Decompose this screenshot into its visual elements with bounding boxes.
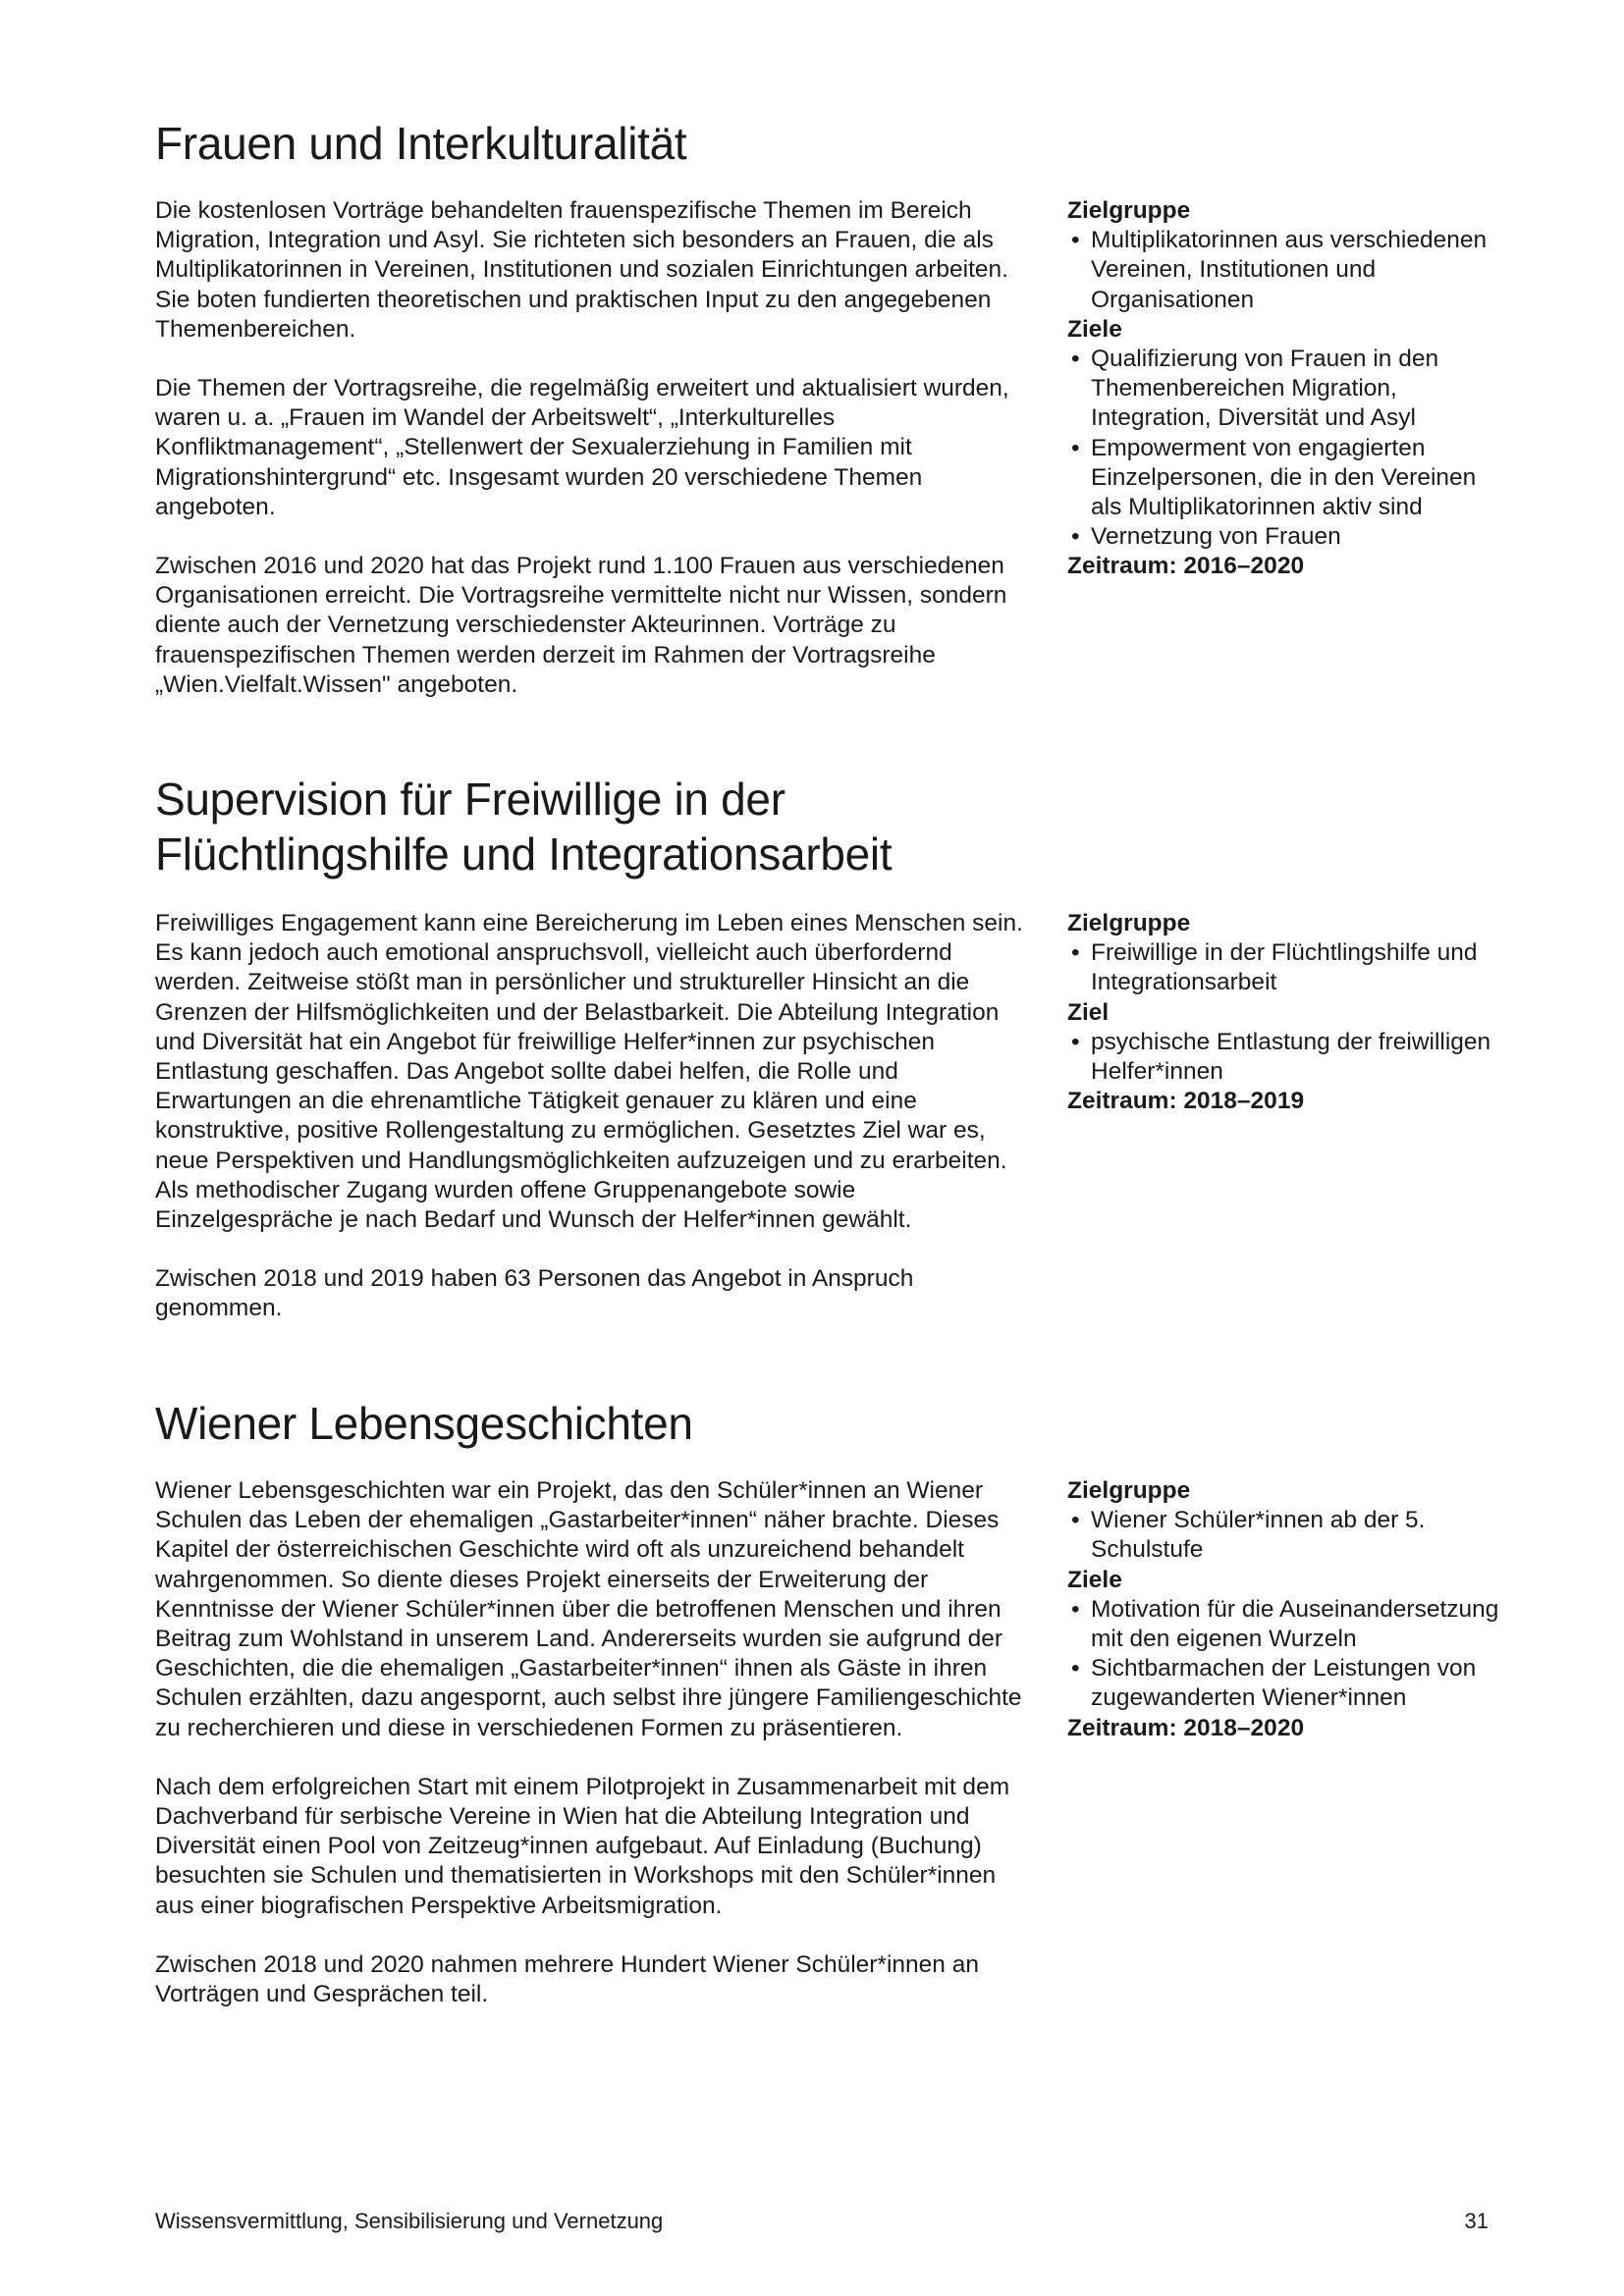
section-title: Wiener Lebensgeschichten — [155, 1398, 693, 1449]
list-item: • Empowerment von engagierten Einzelpersonen, die in den Vereinen als Multiplikatorinnen aktiv sind — [1067, 434, 1499, 523]
ziele-heading: Ziel — [1067, 998, 1110, 1026]
section-title-line1: Supervision für Freiwillige in der — [155, 774, 785, 825]
page-footer — [155, 2209, 1489, 2234]
section-supervision — [155, 772, 1491, 1322]
section-body — [155, 196, 1039, 729]
ziele-heading: Ziele — [1067, 315, 1122, 343]
section-body — [155, 1476, 1039, 2039]
zeitraum: Zeitraum: 2016–2020 — [1067, 553, 1305, 580]
list-item: • Motivation für die Auseinandersetzung mit den eigenen Wurzeln — [1067, 1595, 1499, 1654]
zielgruppe-heading: Zielgruppe — [1067, 910, 1191, 936]
list-item: • Freiwillige in der Flüchtlingshilfe und Integrationsarbeit — [1067, 938, 1499, 997]
paragraph: Nach dem erfolgreichen Start mit einem Pilotprojekt in Zusammenarbeit mit dem Dachverband für serbische Vereine in Wien hat die Abteilung Integration und Diversität einen Pool von Zeitzeug*innen aufgebaut. Auf Einladung (Buchung) besuchten sie Schulen und thematisierten in Workshops mit den Schüler*innen aus einer biografischen Perspektive Arbeitsmigration. — [155, 1773, 1010, 1919]
page-number: 31 — [1464, 2209, 1489, 2233]
list-item: • Sichtbarmachen der Leistungen von zugewanderten Wiener*innen — [1067, 1654, 1499, 1713]
info-box — [1067, 196, 1499, 582]
section-frauen-interkulturalitaet — [155, 116, 1490, 698]
paragraph: Die Themen der Vortragsreihe, die regelmäßig erweitert und aktualisiert wurden, waren u. a. „Frauen im Wandel der Arbeitswelt“, „Interkulturelles Konfliktmanagement“, „Stellenwert der Sexualerziehung in Familien mit Migrationshintergrund“ etc. Insgesamt wurden 20 verschiedene Themen angeboten. — [155, 375, 1009, 520]
ziele-list — [1067, 345, 1499, 552]
paragraph: Zwischen 2016 und 2020 hat das Projekt rund 1.100 Frauen aus verschiedenen Organisationen erreicht. Die Vortragsreihe vermittelte nicht nur Wissen, sondern diente auch der Vernetzung verschiedenster Akteurinnen. Vorträge zu frauenspezifischen Themen werden derzeit im Rahmen der Vortragsreihe „Wien.Vielfalt.Wissen" angeboten. — [155, 553, 1007, 698]
section-title: Frauen und Interkulturalität — [155, 118, 687, 169]
list-item: • psychische Entlastung der freiwilligen Helfer*innen — [1067, 1028, 1499, 1087]
paragraph: Freiwilliges Engagement kann eine Bereicherung im Leben eines Menschen sein. Es kann jedoch auch emotional anspruchsvoll, vielleicht auch überfordernd werden. Zeitweise stößt man in persönlicher und struktureller Hinsicht an die Grenzen der Hilfsmöglichkeiten und der Belastbarkeit. Die Abteilung Integration und Diversität hat ein Angebot für freiwillige Helfer*innen zur psychischen Entlastung geschaffen. Das Angebot sollte dabei helfen, die Rolle und Erwartungen an die ehrenamtliche Tätigkeit genauer zu klären und eine konstruktive, positive Rollengestaltung zu ermöglichen. Gesetztes Ziel war es, neue Perspektiven und Handlungsmöglichkeiten aufzuzeigen und zu erarbeiten. Als methodischer Zugang wurden offene Gruppenangebote sowie Einzelgespräche je nach Bedarf und Wunsch der Helfer*innen gewählt. — [155, 910, 1023, 1234]
list-item: • Wiener Schüler*innen ab der 5. Schulstufe — [1067, 1506, 1499, 1565]
zielgruppe-heading: Zielgruppe — [1067, 1477, 1191, 1504]
zielgruppe-list — [1067, 226, 1499, 315]
section-title-line2: Flüchtlingshilfe und Integrationsarbeit — [155, 828, 893, 880]
section-title — [155, 772, 1490, 881]
zielgruppe-list — [1067, 938, 1499, 997]
section-wiener-lebensgeschichten — [155, 1396, 1499, 2008]
ziele-list — [1067, 1028, 1499, 1087]
ziele-list — [1067, 1595, 1499, 1714]
footer-text: Wissensvermittlung, Sensibilisierung und Vernetzung — [155, 2209, 664, 2233]
list-item: • Qualifizierung von Frauen in den Themenbereichen Migration, Integration, Diversität und Asyl — [1067, 345, 1499, 434]
zielgruppe-list — [1067, 1506, 1499, 1565]
section-body — [155, 909, 1039, 1354]
zeitraum: Zeitraum: 2018–2019 — [1067, 1088, 1305, 1115]
paragraph: Die kostenlosen Vorträge behandelten frauenspezifische Themen im Bereich Migration, Integration und Asyl. Sie richteten sich besonders an Frauen, die als Multiplikatorinnen in Vereinen, Institutionen und sozialen Einrichtungen arbeiten. Sie boten fundierten theoretischen und praktischen Input zu den angegebenen Themenbereichen. — [155, 197, 1008, 343]
paragraph: Zwischen 2018 und 2020 nahmen mehrere Hundert Wiener Schüler*innen an Vorträgen und Gesprächen teil. — [155, 1950, 979, 2008]
paragraph: Wiener Lebensgeschichten war ein Projekt, das den Schüler*innen an Wiener Schulen das Leben der ehemaligen „Gastarbeiter*innen“ näher brachte. Dieses Kapitel der österreichischen Geschichte wird oft als unzureichend behandelt wahrgenommen. So diente dieses Projekt einerseits der Erweiterung der Kenntnisse der Wiener Schüler*innen über die betroffenen Menschen und ihren Beitrag zum Wohlstand in unserem Land. Andererseits wurden sie aufgrund der Geschichten, die die ehemaligen „Gastarbeiter*innen“ ihnen als Gäste in ihren Schulen erzählten, dazu angespornt, auch selbst ihre jüngere Familiengeschichte zu recherchieren und diese in verschiedenen Formen zu präsentieren. — [155, 1477, 1022, 1741]
info-box — [1067, 1476, 1499, 1743]
zeitraum: Zeitraum: 2018–2020 — [1067, 1714, 1305, 1741]
list-item: • Multiplikatorinnen aus verschiedenen Vereinen, Institutionen und Organisationen — [1067, 226, 1499, 315]
paragraph: Zwischen 2018 und 2019 haben 63 Personen das Angebot in Anspruch genommen. — [155, 1265, 914, 1322]
list-item: • Vernetzung von Frauen — [1067, 522, 1499, 552]
info-box — [1067, 909, 1499, 1116]
ziele-heading: Ziele — [1067, 1566, 1122, 1593]
zielgruppe-heading: Zielgruppe — [1067, 197, 1191, 224]
